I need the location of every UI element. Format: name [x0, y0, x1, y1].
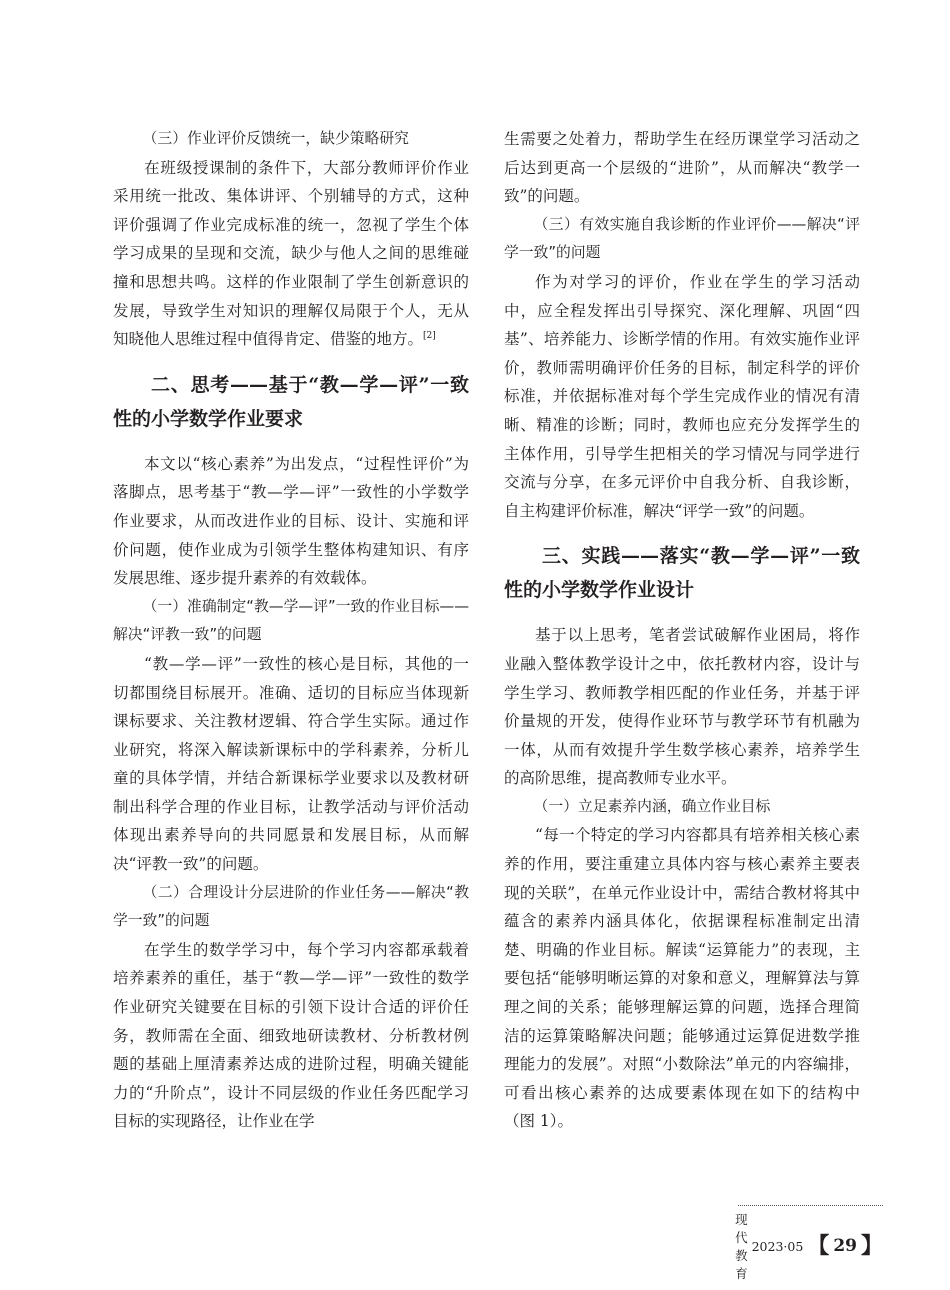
- subheading-3-1: （一）立足素养内涵，确立作业目标: [533, 797, 771, 815]
- section-heading-2: 二、思考——基于“教—学—评”一致性的小学数学作业要求: [113, 373, 469, 430]
- citation-marker: [2]: [423, 331, 436, 341]
- subheading-2-3: （三）有效实施自我诊断的作业评价——解决“评学一致”的问题: [504, 215, 860, 262]
- paragraph: 基于以上思考，笔者尝试破解作业困局，将作业融入整体教学设计之中，依托教材内容，设计与学生学习、教师教学相匹配的作业任务，并基于评价量规的开发，使得作业环节与教学环节有机融为一体，从而有效提升学生数学核心素养，培养学生的高阶思维，提高教师专业水平。: [504, 626, 860, 788]
- subheading-3-feedback: （三）作业评价反馈统一，缺少策略研究: [142, 130, 409, 147]
- page-number: 29: [833, 1236, 857, 1256]
- subheading-2-2: （二）合理设计分层进阶的作业任务——解决“教学一致”的问题: [113, 883, 469, 930]
- page-bracket-icon: 【: [807, 1233, 830, 1259]
- subheading-2-1: （一）准确制定“教—学—评”一致的作业目标——解决“评教一致”的问题: [113, 597, 469, 644]
- paragraph: 作为对学习的评价，作业在学生的学习活动中，应全程发挥出引导探究、深化理解、巩固“四基”、培养能力、诊断学情的作用。有效实施作业评价，教师需明确评价任务的目标，制定科学的评价标准，并依据标准对每个学生完成作业的情况有清晰、精准的诊断；同时，教师也应充分发挥学生的主体作用，引导学生把相关的学习情况与同学进行交流与分享，在多元评价中自我分析、自我诊断，自主构建评价标准，解决“评学一致”的问题。: [504, 272, 860, 520]
- section-heading-3: 三、实践——落实“教—学—评”一致性的小学数学作业设计: [504, 545, 860, 602]
- paragraph: “教—学—评”一致性的核心是目标，其他的一切都围绕目标展开。准确、适切的目标应当体现新课标要求、关注教材逻辑、符合学生实际。通过作业研究，将深入解读新课标中的学科素养，分析儿童的具体学情，并结合新课标学业要求以及教材研制出科学合理的作业目标，让教学活动与评价活动体现出素养导向的共同愿景和发展目标，从而解决“评教一致”的问题。: [113, 654, 469, 874]
- paragraph-continued: 生需要之处着力，帮助学生在经历课堂学习活动之后达到更高一个层级的“进阶”，从而解决“教学一致”的问题。: [504, 130, 860, 206]
- paragraph: [113, 154, 469, 354]
- right-column: [504, 125, 860, 1136]
- paragraph-text: 在班级授课制的条件下，大部分教师评价作业采用统一批改、集体讲评、个别辅导的方式，这种评价强调了作业完成标准的统一，忽视了学生个体学习成果的呈现和交流，缺少与他人之间的思维碰撞和思想共鸣。这样的作业限制了学生创新意识的发展，导致学生对知识的理解仅局限于个人，无从知晓他人思维过程中值得肯定、借鉴的地方。: [113, 158, 469, 349]
- page-bracket-icon: 】: [860, 1233, 883, 1259]
- journal-name: 现代教育: [735, 1212, 748, 1281]
- issue-number: 2023·05: [751, 1238, 804, 1254]
- paragraph: 在学生的数学学习中，每个学习内容都承载着培养素养的重任，基于“教—学—评”一致性的数学作业研究关键要在目标的引领下设计合适的评价任务，教师需在全面、细致地研读教材、分析教材例题的基础上厘清素养达成的进阶过程，明确关键能力的“升阶点”，设计不同层级的作业任务匹配学习目标的实现路径，让作业在学: [113, 940, 469, 1131]
- paragraph: 本文以“核心素养”为出发点，“过程性评价”为落脚点，思考基于“教—学—评”一致性的小学数学作业要求，从而改进作业的目标、设计、实施和评价问题，使作业成为引领学生整体构建知识、有序发展思维、逐步提升素养的有效载体。: [113, 454, 469, 588]
- left-column: [113, 125, 469, 1136]
- paragraph: “每一个特定的学习内容都具有培养相关核心素养的作用，要注重建立具体内容与核心素养主要表现的关联”，在单元作业设计中，需结合教材将其中蕴含的素养内涵具体化，依据课程标准制定出清楚、明确的作业目标。解读“运算能力”的表现，主要包括“能够明晰运算的对象和意义，理解算法与算理之间的关系；能够理解运算的问题，选择合理简洁的运算策略解决问题；能够通过运算促进数学推理能力的发展”。对照“小数除法”单元的内容编排，可看出核心素养的达成要素体现在如下的结构中（图 1）。: [504, 826, 860, 1131]
- page-footer: [735, 1205, 883, 1282]
